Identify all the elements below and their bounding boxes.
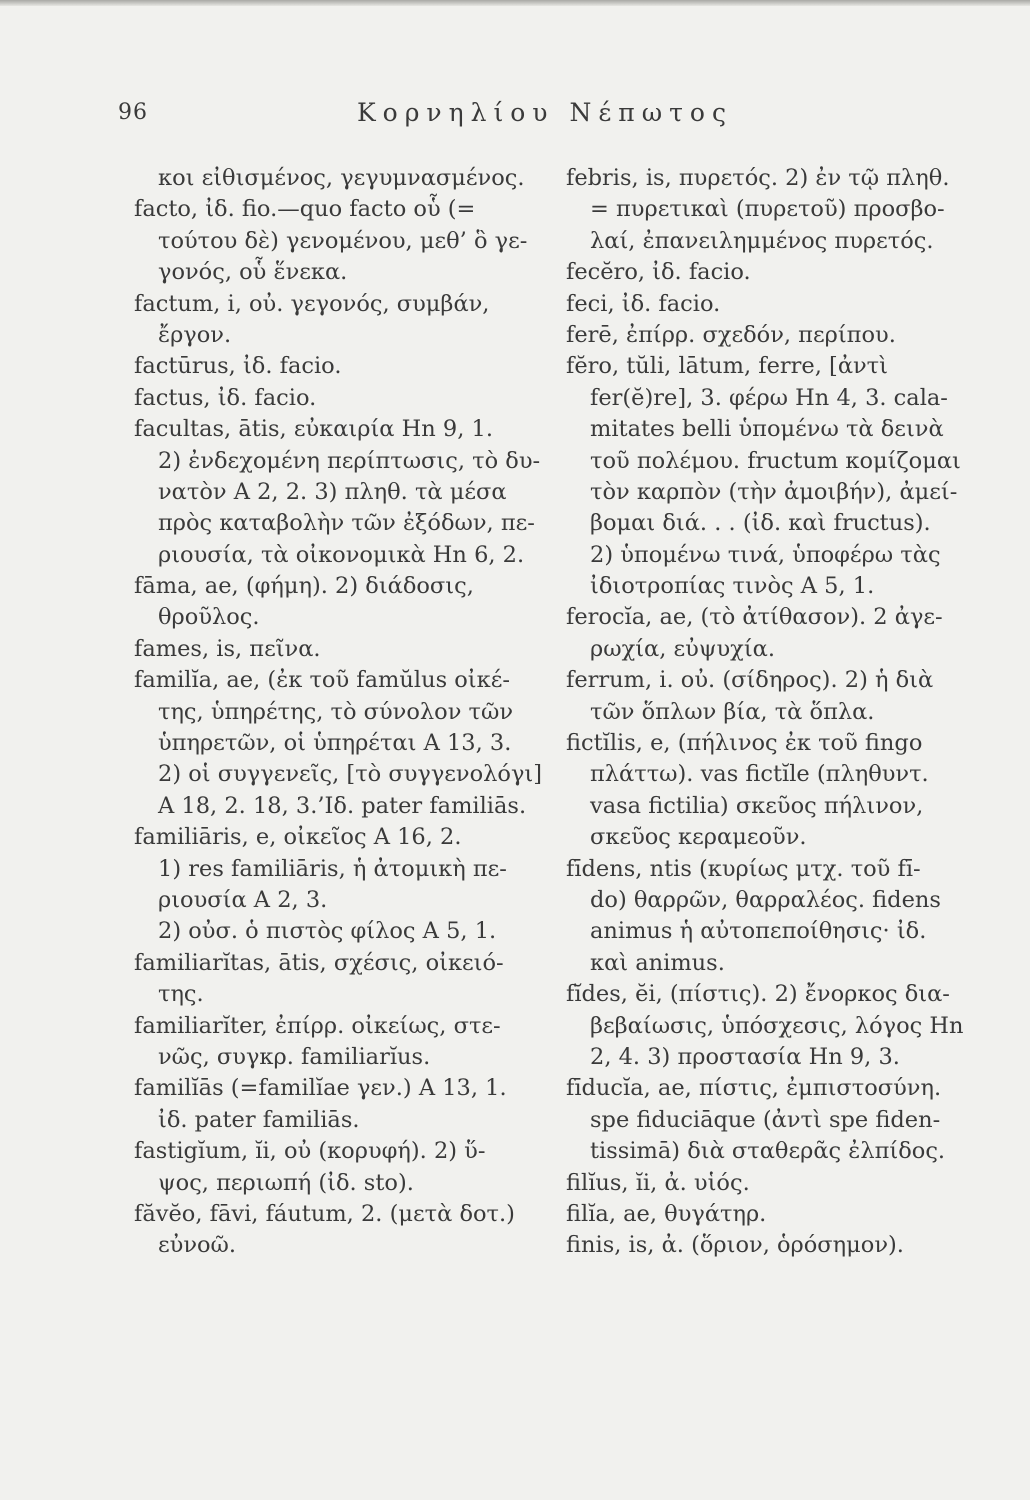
dictionary-line: 1) res familiāris, ἡ ἀτομικὴ πε- (158, 855, 507, 882)
dictionary-line: fictĭlis, e, (πήλινος ἐκ τοῦ fingo (566, 730, 923, 757)
dictionary-line: εὐνοῶ. (158, 1232, 237, 1259)
dictionary-line: fer(ĕ)re], 3. φέρω Hn 4, 3. cala- (590, 384, 948, 411)
dictionary-line: ferrum, i. οὐ. (σίδηρος). 2) ἡ διὰ (566, 667, 934, 694)
dictionary-line: βομαι διά. . . (ἰδ. καὶ fructus). (590, 510, 931, 537)
dictionary-line: fastigĭum, ĭi, οὐ (κορυφή). 2) ὕ- (134, 1138, 486, 1165)
dictionary-line: σκεῦος κεραμεοῦν. (590, 824, 807, 851)
dictionary-line: fīducĭa, ae, πίστις, ἐμπιστοσύνη. (566, 1075, 942, 1102)
dictionary-line: ριουσία, τὰ οἰκονομικὰ Hn 6, 2. (158, 541, 525, 568)
dictionary-line: finis, is, ἀ. (ὅριον, ὁρόσημον). (566, 1232, 904, 1259)
dictionary-line: fāma, ae, (φήμη). 2) διάδοσις, (134, 573, 474, 600)
dictionary-line: filĭus, ĭi, ἀ. υἱός. (566, 1169, 750, 1196)
dictionary-line: ἰδιοτροπίας τινὸς A 5, 1. (590, 573, 875, 600)
dictionary-line: facultas, ātis, εὐκαιρία Hn 9, 1. (134, 416, 494, 443)
dictionary-line: vasa fictilia) σκεῦος πήλινον, (590, 792, 924, 819)
dictionary-line: κοι εἰθισμένος, γεγυμνασμένος. (158, 165, 525, 191)
dictionary-line: νατὸν A 2, 2. 3) πληθ. τὰ μέσα (158, 478, 507, 505)
dictionary-line: θροῦλος. (158, 604, 260, 631)
page-number: 96 (118, 100, 148, 125)
dictionary-line: τὸν καρπὸν (τὴν ἀμοιβήν), ἀμεί- (590, 478, 958, 505)
dictionary-line: factus, ἰδ. facio. (134, 384, 317, 411)
dictionary-line: filĭa, ae, θυγάτηρ. (566, 1200, 767, 1227)
dictionary-line: spe fiduciāque (ἀντὶ spe fiden- (590, 1106, 941, 1133)
dictionary-line: familiarĭter, ἐπίρρ. οἰκείως, στε- (134, 1012, 501, 1039)
dictionary-line: πρὸς καταβολὴν τῶν ἐξόδων, πε- (158, 510, 535, 537)
right-column (566, 163, 990, 1262)
dictionary-line: febris, is, πυρετός. 2) ἐν τῷ πληθ. (566, 165, 950, 191)
dictionary-line: fĭdes, ĕi, (πίστις). 2) ἔνορκος δια- (566, 981, 950, 1008)
dictionary-line: do) θαρρῶν, θαρραλέος. fidens (590, 886, 941, 913)
dictionary-line: mitates belli ὑπομένω τὰ δεινὰ (590, 416, 944, 443)
dictionary-line: λαί, ἐπανειλημμένος πυρετός. (590, 227, 934, 254)
dictionary-line: familĭās (=familĭae γεν.) A 13, 1. (134, 1075, 507, 1102)
dictionary-line: tissimā) διὰ σταθερᾶς ἐλπίδος. (590, 1138, 946, 1165)
dictionary-line: βεβαίωσις, ὑπόσχεσις, λόγος Hn (590, 1012, 964, 1039)
dictionary-line: A 18, 2. 18, 3.’Ιδ. pater familiās. (158, 792, 527, 819)
dictionary-line: familĭa, ae, (ἐκ τοῦ famŭlus οἰκέ- (134, 667, 510, 694)
dictionary-line: της, ὑπηρέτης, τὸ σύνολον τῶν (158, 698, 514, 725)
dictionary-line: ψος, περιωπή (ἰδ. sto). (158, 1169, 414, 1196)
dictionary-line: τῶν ὅπλων βία, τὰ ὅπλα. (590, 698, 875, 725)
dictionary-line: fecĕro, ἰδ. facio. (566, 259, 751, 286)
dictionary-line: ferocĭa, ae, (τὸ ἀτίθασον). 2 ἀγε- (566, 604, 943, 631)
dictionary-line: ἰδ. pater familiās. (158, 1106, 360, 1133)
page-top-edge (0, 0, 1030, 6)
dictionary-line: ὑπηρετῶν, οἱ ὑπηρέται A 13, 3. (158, 730, 512, 757)
dictionary-line: 2) ὑπομένω τινά, ὑποφέρω τὰς (590, 541, 941, 568)
dictionary-line: τούτου δὲ) γενομένου, μεθ’ ὃ γε- (158, 227, 528, 254)
dictionary-line: familiāris, e, οἰκεῖος A 16, 2. (134, 824, 462, 851)
dictionary-line: ferē, ἐπίρρ. σχεδόν, περίπου. (566, 321, 896, 348)
dictionary-line: fames, is, πεῖνα. (134, 635, 321, 662)
dictionary-line: ρωχία, εὐψυχία. (590, 635, 775, 662)
dictionary-line: 2, 4. 3) προστασία Hn 9, 3. (590, 1043, 900, 1070)
dictionary-line: = πυρετικαὶ (πυρετοῦ) προσβο- (590, 196, 945, 223)
dictionary-line: της. (158, 981, 204, 1008)
dictionary-line: πλάττω). vas fictĭle (πληθυντ. (590, 761, 929, 788)
left-column (134, 163, 556, 1262)
dictionary-line: 2) οἱ συγγενεῖς, [τὸ συγγενολόγι] (158, 761, 543, 788)
dictionary-line: fĕro, tŭli, lātum, ferre, [ἀντὶ (566, 353, 888, 380)
dictionary-line: γονός, οὗ ἕνεκα. (158, 259, 348, 286)
dictionary-line: 2) ἐνδεχομένη περίπτωσις, τὸ δυ- (158, 447, 541, 474)
dictionary-line: τοῦ πολέμου. fructum κομίζομαι (590, 447, 961, 474)
dictionary-line: factūrus, ἰδ. facio. (134, 353, 342, 380)
dictionary-line: 2) οὐσ. ὁ πιστὸς φίλος A 5, 1. (158, 918, 497, 945)
dictionary-line: făvĕo, fāvi, fáutum, 2. (μετὰ δοτ.) (134, 1200, 515, 1227)
dictionary-line: facto, ἰδ. fio.—quo facto οὗ (= (134, 196, 476, 223)
running-title: Κορνηλίου Νέπωτος (357, 98, 733, 127)
dictionary-line: fīdens, ntis (κυρίως μτχ. τοῦ fī- (566, 855, 921, 882)
dictionary-line: καὶ animus. (590, 949, 725, 976)
dictionary-line: ἔργον. (158, 321, 232, 348)
dictionary-line: factum, i, οὐ. γεγονός, συμβάν, (134, 290, 490, 317)
dictionary-line: animus ἡ αὐτοπεποίθησις· ἰδ. (590, 918, 927, 945)
dictionary-line: νῶς, συγκρ. familiarĭus. (158, 1043, 431, 1070)
dictionary-line: familiarĭtas, ātis, σχέσις, οἰκειό- (134, 949, 504, 976)
dictionary-line: ριουσία A 2, 3. (158, 886, 328, 913)
dictionary-line: feci, ἰδ. facio. (566, 290, 721, 317)
